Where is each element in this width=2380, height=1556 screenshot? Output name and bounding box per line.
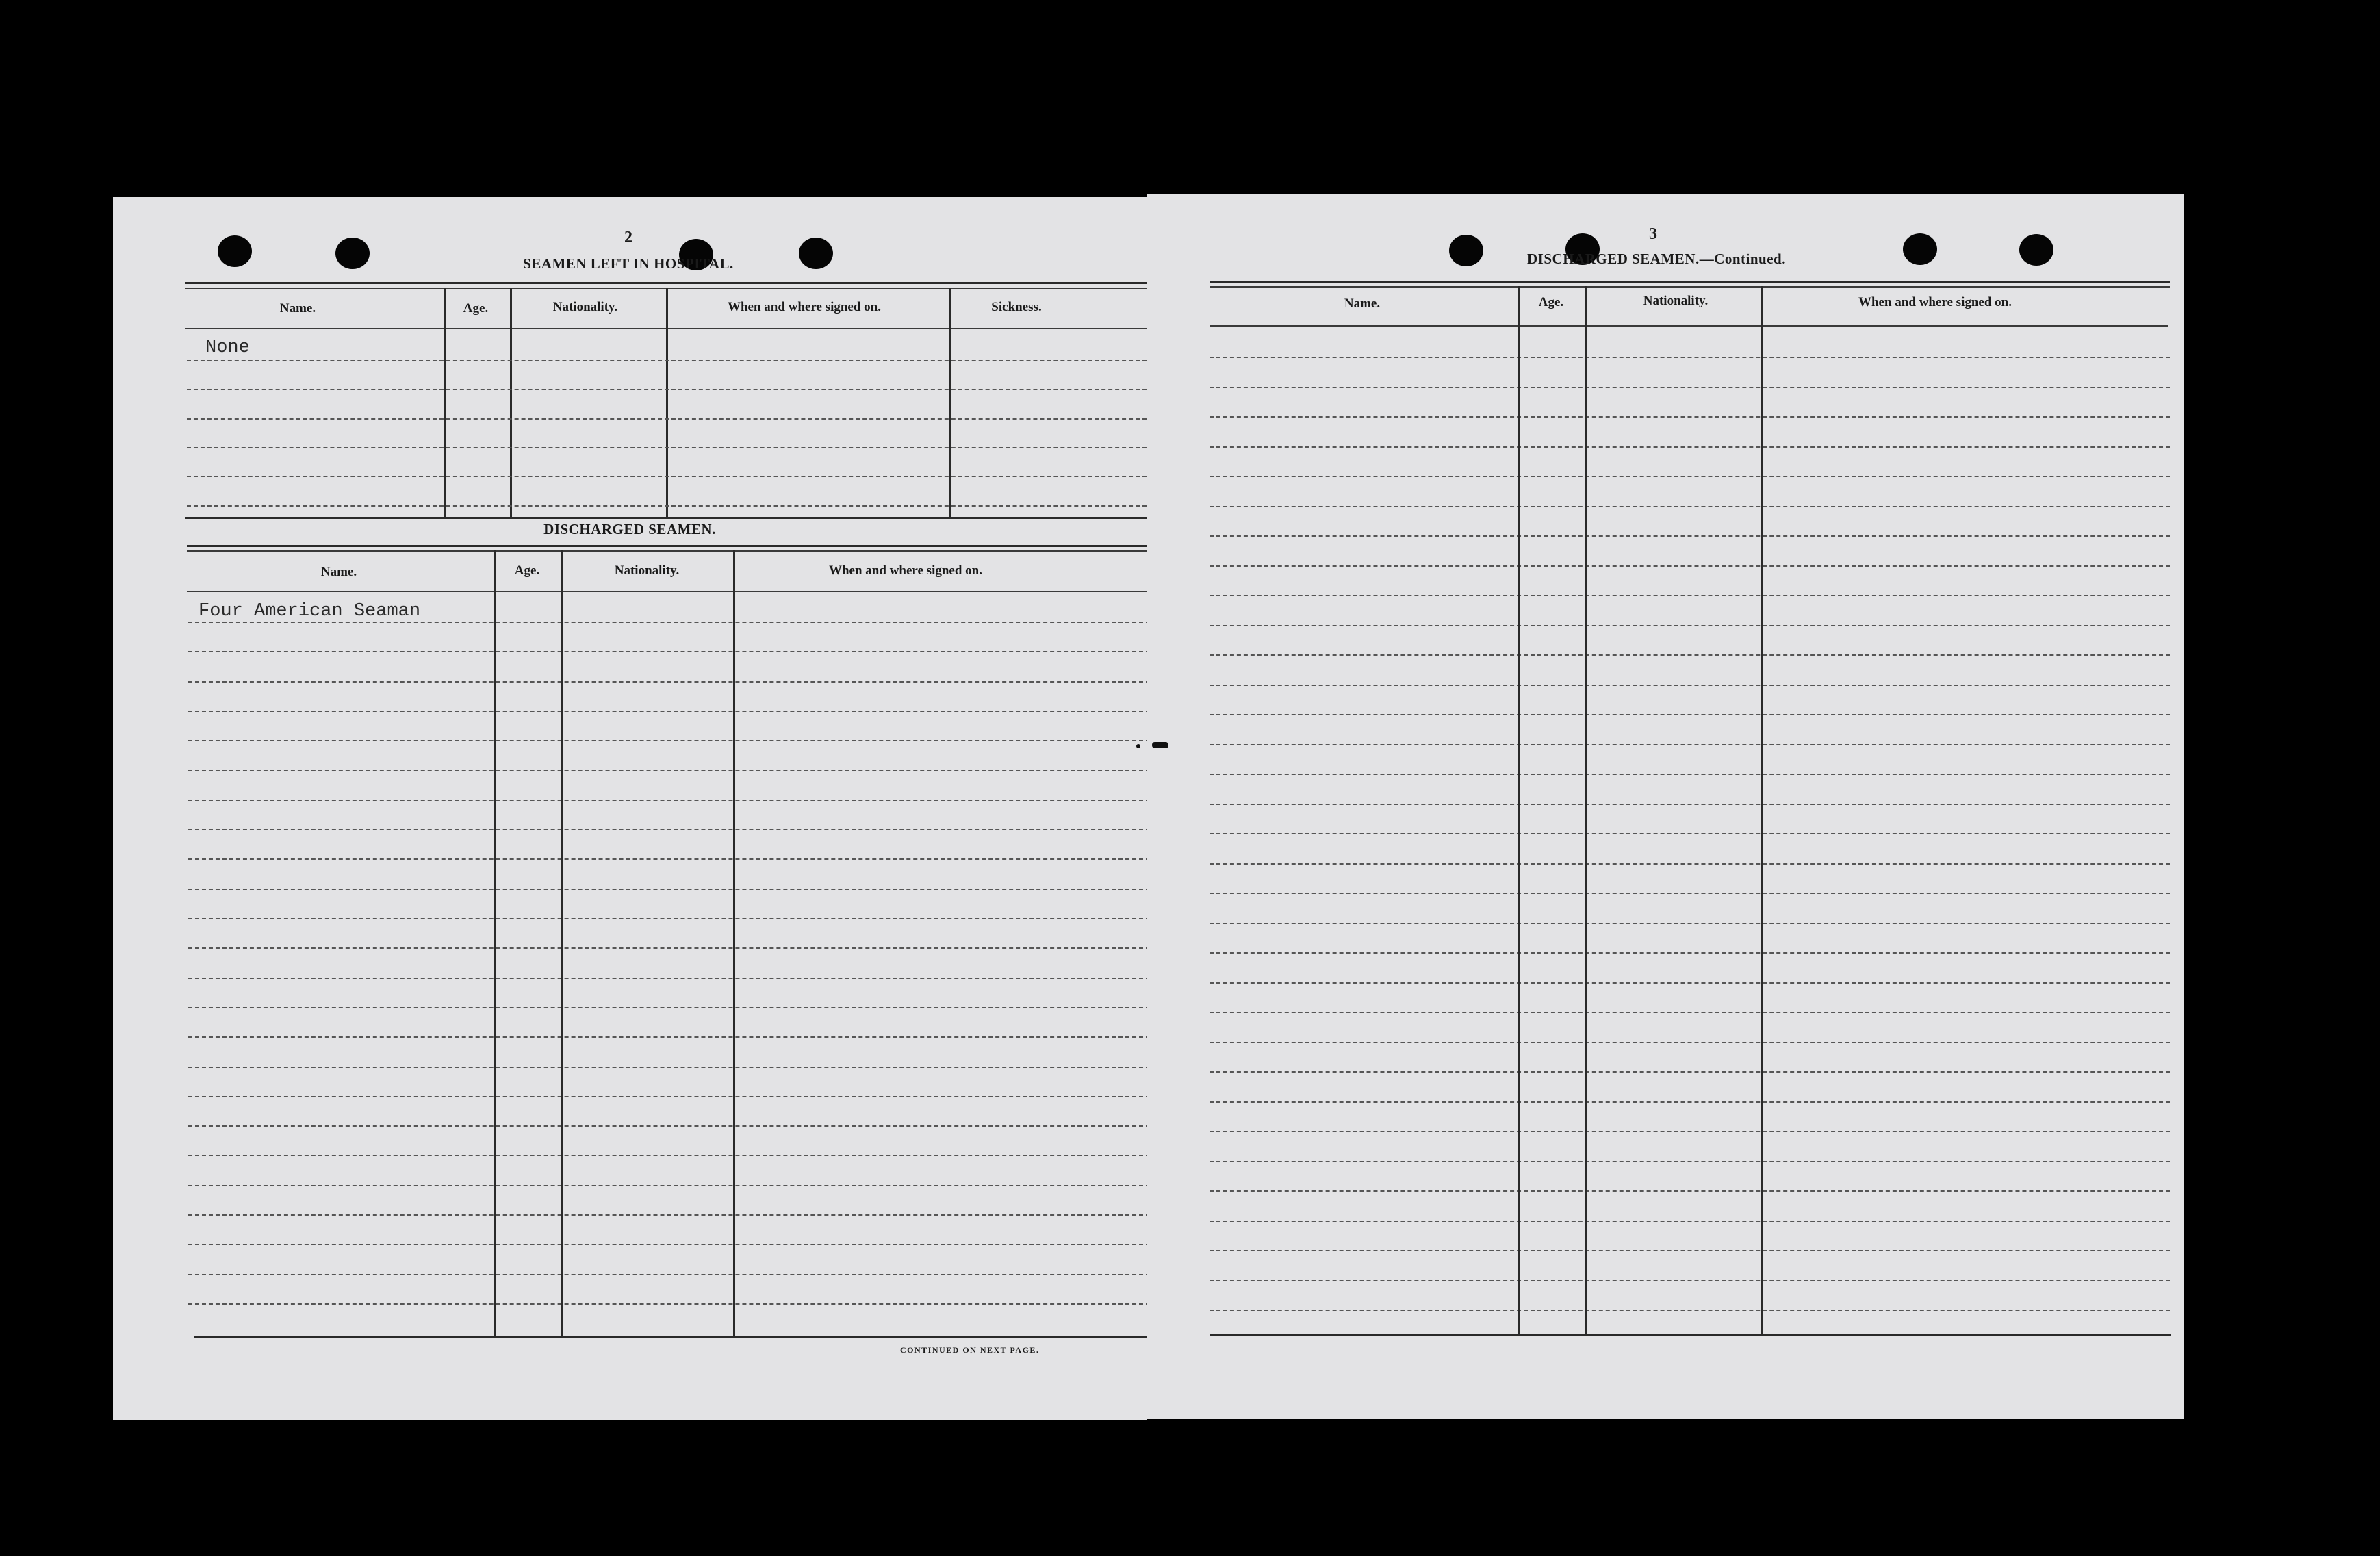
discharged-table-bottom-rule xyxy=(194,1336,1152,1338)
hospital-table-top-rule xyxy=(185,282,1147,284)
col-header-when-where: When and where signed on. xyxy=(828,563,983,578)
ruled-row xyxy=(1210,1250,2170,1251)
ruled-row xyxy=(1210,952,2170,954)
ruled-row xyxy=(188,1125,1150,1127)
ruled-row xyxy=(188,1185,1150,1186)
ruled-row xyxy=(1210,863,2170,865)
hospital-entry-name: None xyxy=(205,337,250,358)
section-title-discharged-continued: DISCHARGED SEAMEN.—Continued. xyxy=(1527,251,1786,267)
ruled-row xyxy=(188,1244,1150,1245)
col-header-name: Name. xyxy=(320,565,357,579)
punch-hole xyxy=(218,235,252,267)
discharged-header-rule xyxy=(187,591,1151,592)
column-divider xyxy=(494,550,496,1336)
column-divider xyxy=(561,550,563,1336)
ruled-row xyxy=(188,978,1150,979)
table-header-rule xyxy=(1210,325,2168,327)
ruled-row xyxy=(187,505,1147,507)
ruled-row xyxy=(187,360,1147,361)
column-divider xyxy=(666,288,668,517)
col-header-when-where: When and where signed on. xyxy=(727,300,882,314)
ruled-row xyxy=(1210,654,2170,656)
ruled-row xyxy=(188,1007,1150,1008)
table-bottom-rule xyxy=(1210,1334,2171,1336)
ruled-row xyxy=(188,918,1150,919)
ruled-row xyxy=(1210,595,2170,596)
discharged-table-top-rule xyxy=(187,545,1151,547)
column-divider xyxy=(510,288,512,517)
col-header-name: Name. xyxy=(279,301,316,316)
footer-continued: CONTINUED ON NEXT PAGE. xyxy=(900,1345,1040,1355)
ruled-row xyxy=(188,947,1150,949)
page-number: 2 xyxy=(624,229,632,246)
ruled-row xyxy=(188,711,1150,712)
ruled-row xyxy=(1210,714,2170,715)
ruled-row xyxy=(1210,387,2170,388)
ruled-row xyxy=(187,447,1147,448)
ruled-row xyxy=(1210,357,2170,358)
column-divider xyxy=(444,288,446,517)
ruled-row xyxy=(188,740,1150,741)
punch-hole xyxy=(335,238,370,269)
ruled-row xyxy=(1210,1221,2170,1222)
ruled-row xyxy=(1210,565,2170,567)
ruled-row xyxy=(187,418,1147,420)
ink-speck xyxy=(1136,744,1140,748)
punch-hole xyxy=(1903,233,1937,265)
hospital-table-bottom-rule xyxy=(185,517,1147,519)
ruled-row xyxy=(188,1274,1150,1275)
punch-hole xyxy=(799,238,833,269)
ruled-row xyxy=(188,1096,1150,1097)
column-divider xyxy=(949,288,951,517)
ruled-row xyxy=(188,858,1150,860)
ruled-row xyxy=(188,1067,1150,1068)
ruled-row xyxy=(188,1036,1150,1038)
ruled-row xyxy=(1210,476,2170,477)
right-page xyxy=(1147,194,2184,1419)
ruled-row xyxy=(188,800,1150,801)
ruled-row xyxy=(1210,1280,2170,1281)
ruled-row xyxy=(1210,1161,2170,1162)
ruled-row xyxy=(188,770,1150,771)
ruled-row xyxy=(1210,833,2170,834)
ruled-row xyxy=(188,681,1150,683)
ruled-row xyxy=(1210,506,2170,507)
punch-hole xyxy=(1449,235,1483,266)
col-header-age: Age. xyxy=(514,563,540,578)
ruled-row xyxy=(1210,535,2170,537)
col-header-nationality: Nationality. xyxy=(552,300,618,314)
discharged-entry-name: Four American Seaman xyxy=(199,601,421,622)
ruled-row xyxy=(1210,625,2170,626)
ruled-row xyxy=(188,829,1150,830)
col-header-nationality: Nationality. xyxy=(614,563,680,578)
col-header-sickness: Sickness. xyxy=(991,300,1042,314)
page-number: 3 xyxy=(1649,225,1657,243)
ruled-row xyxy=(187,476,1147,477)
ruled-row xyxy=(1210,1310,2170,1311)
ruled-row xyxy=(188,889,1150,890)
ruled-row xyxy=(1210,1042,2170,1043)
col-header-age: Age. xyxy=(463,301,489,316)
section-title-hospital: SEAMEN LEFT IN HOSPITAL. xyxy=(523,255,734,272)
ruled-row xyxy=(1210,774,2170,775)
column-divider xyxy=(733,550,735,1336)
ruled-row xyxy=(1210,1101,2170,1103)
ruled-row xyxy=(188,651,1150,652)
col-header-name: Name. xyxy=(1344,296,1381,311)
column-divider xyxy=(1761,286,1763,1334)
table-top-rule xyxy=(1210,281,2170,283)
ruled-row xyxy=(1210,923,2170,924)
ruled-row xyxy=(188,1155,1150,1156)
punch-hole xyxy=(2019,234,2053,266)
col-header-nationality: Nationality. xyxy=(1643,294,1709,308)
ruled-row xyxy=(1210,446,2170,448)
ruled-row xyxy=(1210,1071,2170,1073)
ruled-row xyxy=(1210,685,2170,686)
column-divider xyxy=(1518,286,1520,1334)
ruled-row xyxy=(1210,982,2170,984)
ruled-row xyxy=(188,1303,1150,1305)
ink-speck xyxy=(1152,742,1168,748)
ruled-row xyxy=(1210,744,2170,745)
left-page xyxy=(113,197,1147,1420)
column-divider xyxy=(1585,286,1587,1334)
ruled-row xyxy=(1210,804,2170,805)
ruled-row xyxy=(1210,1012,2170,1013)
ruled-row xyxy=(1210,1131,2170,1132)
col-header-age: Age. xyxy=(1538,295,1564,309)
ruled-row xyxy=(187,389,1147,390)
ruled-row xyxy=(188,622,1150,623)
section-title-discharged: DISCHARGED SEAMEN. xyxy=(543,521,716,537)
ruled-row xyxy=(1210,416,2170,418)
col-header-when-where: When and where signed on. xyxy=(1858,295,2012,309)
ruled-row xyxy=(188,1214,1150,1216)
ruled-row xyxy=(1210,893,2170,894)
ruled-row xyxy=(1210,1190,2170,1192)
